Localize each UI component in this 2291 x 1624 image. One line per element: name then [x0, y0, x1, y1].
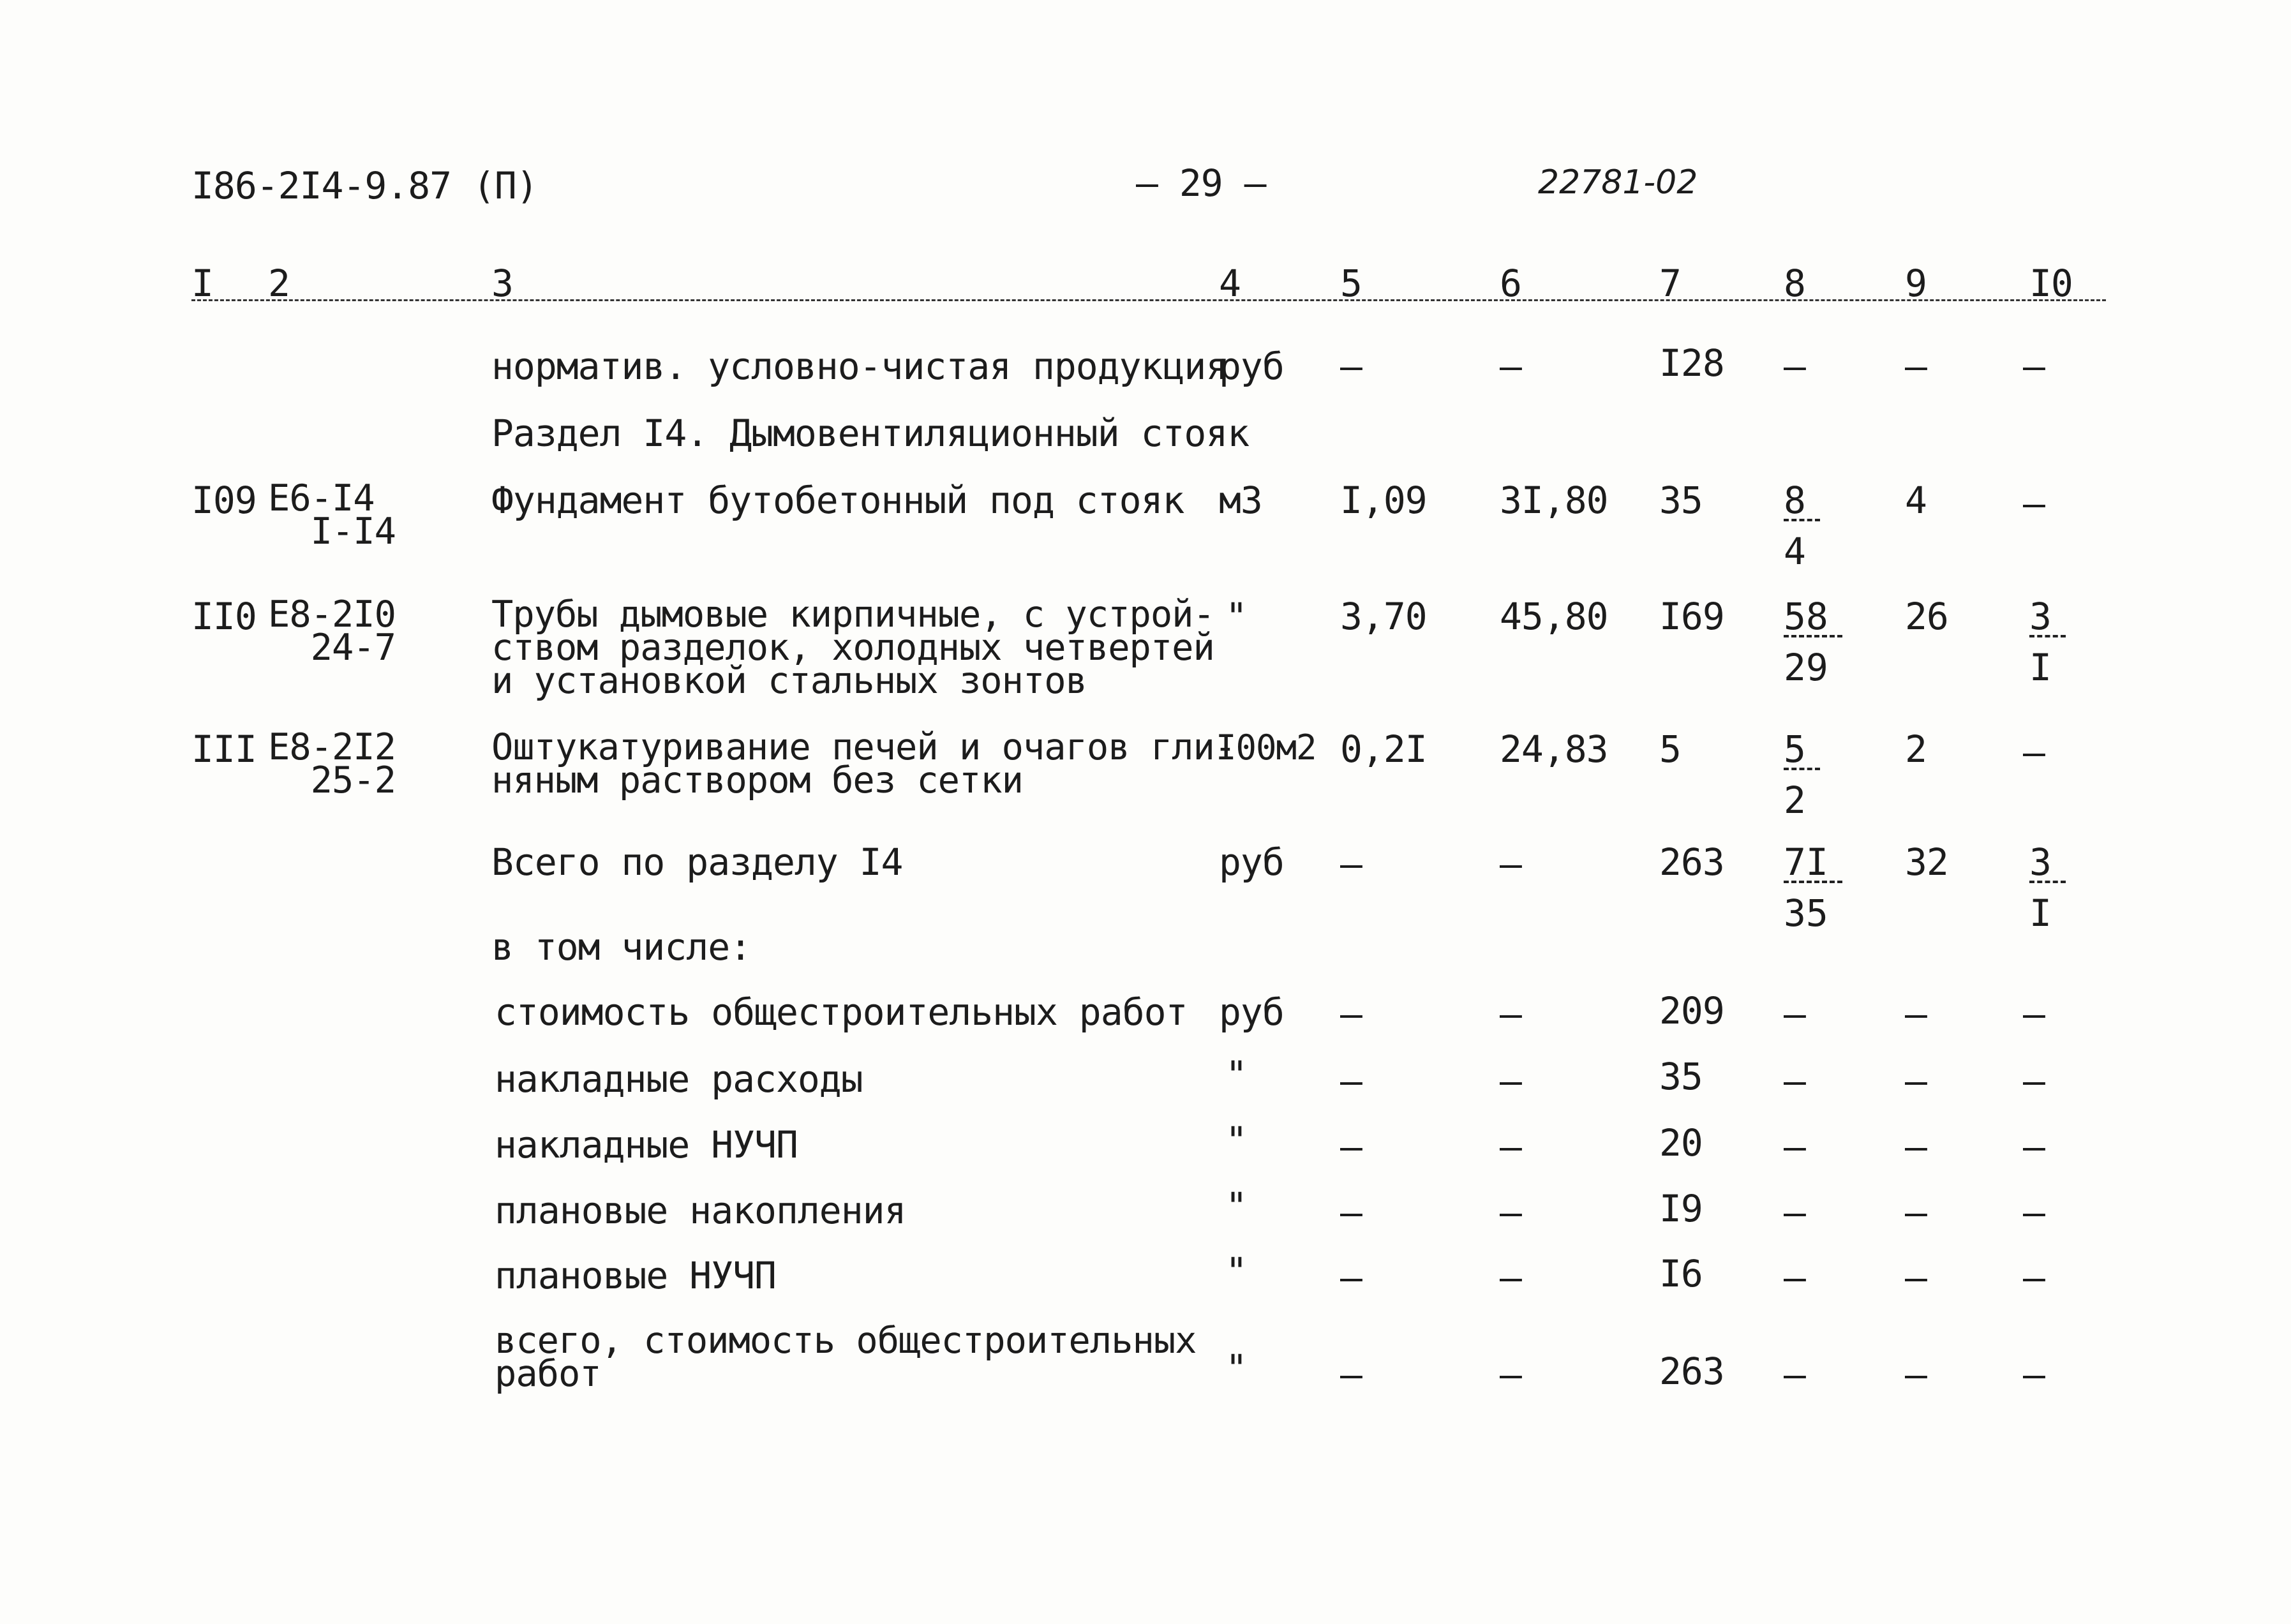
- row-12-name-line-1: всего, стоимость общестроительных: [495, 1320, 1197, 1362]
- row-5-col6: –: [1500, 842, 1521, 886]
- row-8-col10: –: [2023, 1059, 2045, 1103]
- row-7-col10: –: [2023, 992, 2045, 1036]
- column-header-7: 7: [1659, 262, 1681, 305]
- row-0-col8: –: [1784, 345, 1805, 388]
- document-code: I86-2I4-9.87 (П): [191, 164, 538, 207]
- row-7-col9: –: [1905, 992, 1927, 1036]
- row-7-unit: руб: [1219, 990, 1284, 1034]
- row-12-col5: –: [1340, 1353, 1362, 1396]
- row-2-name: Фундамент бутобетонный под стояк: [491, 479, 1184, 522]
- row-3-col10-fraction: [2029, 595, 2066, 689]
- row-0-unit: руб: [1219, 345, 1284, 388]
- row-10-name: плановые накопления: [495, 1189, 906, 1232]
- row-10-col7: I9: [1659, 1187, 1703, 1230]
- row-2-unit: м3: [1219, 479, 1262, 522]
- row-10-col8: –: [1784, 1191, 1805, 1234]
- row-8-col8: –: [1784, 1059, 1805, 1103]
- row-11-name: плановые НУЧП: [495, 1254, 776, 1297]
- row-2-code: [268, 477, 396, 553]
- row-2-col10: –: [2023, 482, 2045, 525]
- row-2-col6: 3I,80: [1500, 479, 1608, 522]
- row-12-unit: ": [1225, 1346, 1247, 1390]
- row-8-unit: ": [1225, 1053, 1247, 1096]
- column-header-2: 2: [268, 262, 290, 305]
- row-5-name: Всего по разделу I4: [491, 840, 903, 884]
- row-4-col6: 24,83: [1500, 727, 1608, 771]
- row-11-col9: –: [1905, 1256, 1927, 1299]
- row-4-col8-fraction: [1784, 727, 1820, 822]
- row-9-col6: –: [1500, 1125, 1521, 1168]
- column-header-5: 5: [1340, 262, 1362, 305]
- row-5-col5: –: [1340, 842, 1362, 886]
- row-10-unit: ": [1225, 1184, 1247, 1228]
- row-5-col10-fraction: [2029, 840, 2066, 935]
- row-5-unit: руб: [1219, 840, 1284, 884]
- row-2-col7: 35: [1659, 479, 1703, 522]
- row-8-name: накладные расходы: [495, 1057, 863, 1101]
- row-4-name: [491, 726, 1236, 801]
- fraction-denominator: 2: [1784, 778, 1806, 822]
- row-12-name: [495, 1320, 1197, 1395]
- row-7-col6: –: [1500, 992, 1521, 1036]
- fraction-numerator: 58: [1784, 598, 1842, 637]
- row-9-col9: –: [1905, 1125, 1927, 1168]
- fraction-numerator: 5: [1784, 731, 1820, 770]
- row-0-col5: –: [1340, 345, 1362, 388]
- row-6-name: в том числе:: [491, 925, 752, 969]
- row-3-name-line-3: и установкой стальных зонтов: [491, 660, 1087, 702]
- row-12-col10: –: [2023, 1353, 2045, 1396]
- row-7-col7: 209: [1659, 989, 1724, 1032]
- row-0-name: норматив. условно-чистая продукция: [491, 345, 1228, 388]
- row-8-col6: –: [1500, 1059, 1521, 1103]
- row-4-code-line-1: Е8-2I2: [268, 726, 396, 768]
- row-9-col5: –: [1340, 1125, 1362, 1168]
- row-4-code-line-2: 25-2: [310, 759, 396, 801]
- row-4-col10: –: [2023, 731, 2045, 774]
- column-header-4: 4: [1219, 262, 1241, 305]
- row-3-unit: ": [1225, 595, 1247, 638]
- row-12-col9: –: [1905, 1353, 1927, 1396]
- column-header-10: I0: [2029, 262, 2073, 305]
- row-4-code: [268, 726, 396, 801]
- row-11-col10: –: [2023, 1256, 2045, 1299]
- row-0-col9: –: [1905, 345, 1927, 388]
- row-3-code: [268, 593, 396, 669]
- fraction-denominator: 4: [1784, 530, 1806, 573]
- row-12-col8: –: [1784, 1353, 1805, 1396]
- row-3-col8-fraction: [1784, 595, 1842, 689]
- row-2-col5: I,09: [1340, 479, 1427, 522]
- row-3-col5: 3,70: [1340, 595, 1427, 638]
- row-10-col10: –: [2023, 1191, 2045, 1234]
- row-2-code-line-1: Е6-I4: [268, 477, 375, 519]
- row-3-col9: 26: [1905, 595, 1948, 638]
- row-5-col8-fraction: [1784, 840, 1842, 935]
- row-10-col6: –: [1500, 1191, 1521, 1234]
- row-4-name-line-1: Оштукатуривание печей и очагов гли-: [491, 726, 1236, 768]
- header-divider-line: [191, 299, 2106, 301]
- row-11-col7: I6: [1659, 1252, 1703, 1295]
- page-number: – 29 –: [1136, 161, 1266, 205]
- fraction-denominator: 29: [1784, 646, 1828, 689]
- row-4-num: III: [191, 727, 257, 771]
- row-11-unit: ": [1225, 1249, 1247, 1293]
- fraction-denominator: I: [2029, 891, 2052, 935]
- fraction-numerator: 3: [2029, 598, 2066, 637]
- row-5-col7: 263: [1659, 840, 1724, 884]
- row-10-col5: –: [1340, 1191, 1362, 1234]
- row-3-num: II0: [191, 595, 257, 638]
- column-header-6: 6: [1500, 262, 1521, 305]
- column-header-3: 3: [491, 262, 513, 305]
- row-8-col7: 35: [1659, 1055, 1703, 1098]
- column-header-1: I: [191, 262, 213, 305]
- row-4-col9: 2: [1905, 727, 1927, 771]
- row-3-code-line-2: 24-7: [310, 627, 396, 669]
- fraction-denominator: I: [2029, 646, 2052, 689]
- column-header-9: 9: [1905, 262, 1927, 305]
- row-4-col7: 5: [1659, 727, 1681, 771]
- row-3-name-line-1: Трубы дымовые кирпичные, с устрой-: [491, 593, 1214, 636]
- row-12-col7: 263: [1659, 1350, 1724, 1393]
- row-9-col10: –: [2023, 1125, 2045, 1168]
- row-7-col5: –: [1340, 992, 1362, 1036]
- row-7-col8: –: [1784, 992, 1805, 1036]
- row-11-col6: –: [1500, 1256, 1521, 1299]
- handwritten-reference: 22781-02: [1538, 163, 1698, 202]
- row-11-col8: –: [1784, 1256, 1805, 1299]
- row-9-col7: 20: [1659, 1121, 1703, 1165]
- row-12-col6: –: [1500, 1353, 1521, 1396]
- row-0-col10: –: [2023, 345, 2045, 388]
- row-9-name: накладные НУЧП: [495, 1123, 798, 1166]
- row-3-col6: 45,80: [1500, 595, 1608, 638]
- row-10-col9: –: [1905, 1191, 1927, 1234]
- row-2-code-line-2: I-I4: [310, 510, 396, 553]
- section-heading: Раздел I4. Дымовентиляционный стояк: [491, 412, 1250, 455]
- fraction-denominator: 35: [1784, 891, 1828, 935]
- row-2-col8-fraction: [1784, 479, 1820, 573]
- row-3-col7: I69: [1659, 595, 1724, 638]
- row-12-name-line-2: работ: [495, 1353, 601, 1395]
- row-2-num: I09: [191, 479, 257, 522]
- row-0-col7: I28: [1659, 341, 1724, 385]
- row-11-col5: –: [1340, 1256, 1362, 1299]
- row-8-col9: –: [1905, 1059, 1927, 1103]
- row-4-unit: I00м2: [1216, 727, 1317, 768]
- fraction-numerator: 7I: [1784, 844, 1842, 883]
- row-3-name: [491, 593, 1214, 702]
- row-5-col9: 32: [1905, 840, 1948, 884]
- row-0-col6: –: [1500, 345, 1521, 388]
- row-3-name-line-2: ством разделок, холодных четвертей: [491, 627, 1214, 669]
- row-8-col5: –: [1340, 1059, 1362, 1103]
- column-header-8: 8: [1784, 262, 1805, 305]
- row-3-code-line-1: Е8-2I0: [268, 593, 396, 636]
- row-2-col9: 4: [1905, 479, 1927, 522]
- row-7-name: стоимость общестроительных работ: [495, 990, 1188, 1034]
- row-9-col8: –: [1784, 1125, 1805, 1168]
- row-4-name-line-2: няным раствором без сетки: [491, 759, 1023, 801]
- fraction-numerator: 8: [1784, 482, 1820, 521]
- row-4-col5: 0,2I: [1340, 727, 1427, 771]
- fraction-numerator: 3: [2029, 844, 2066, 883]
- row-9-unit: ": [1225, 1119, 1247, 1162]
